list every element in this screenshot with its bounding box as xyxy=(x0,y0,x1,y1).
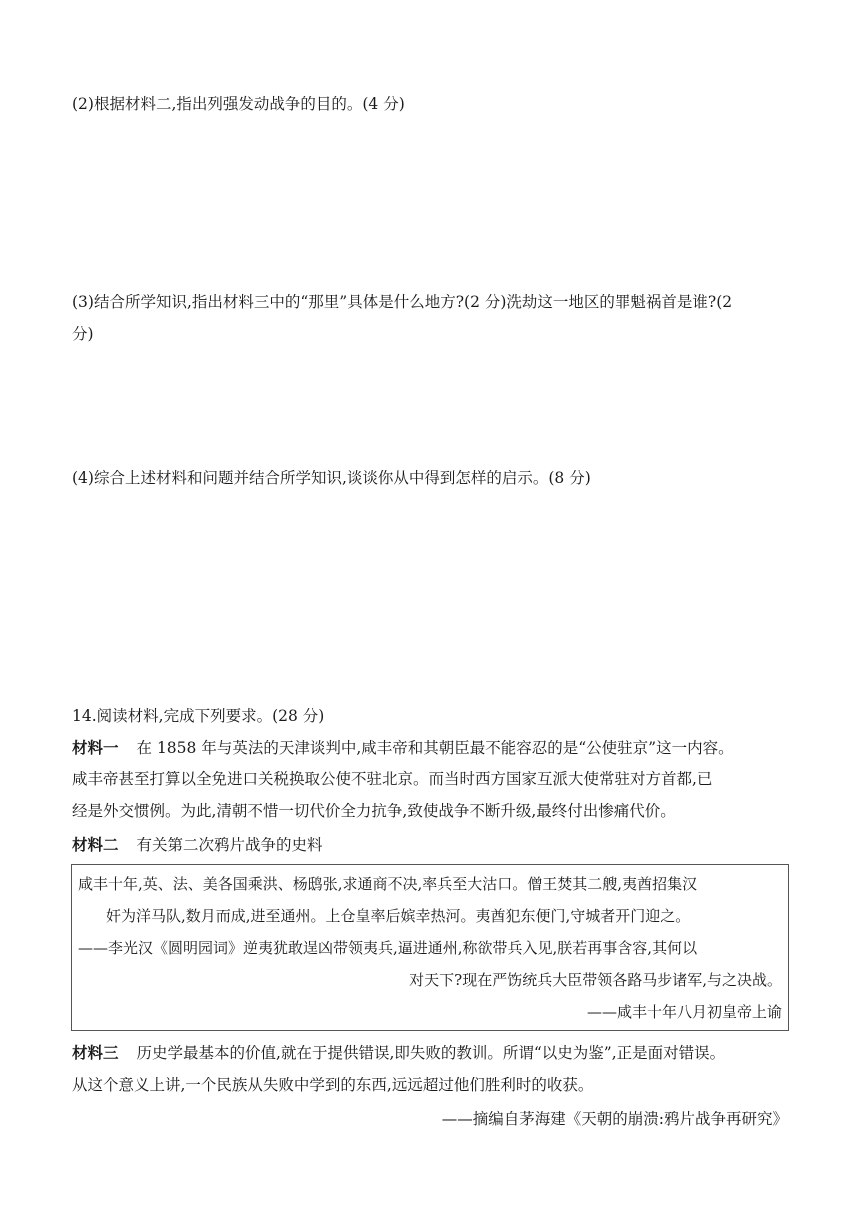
question-3-line1: (3)结合所学知识,指出材料三中的“那里”具体是什么地方?(2 分)洗劫这一地区的罪魁祸首是谁?(2 xyxy=(72,293,733,311)
material-1-line3: 经是外交惯例。为此,清朝不惜一切代价全力抗争,致使战争不断升级,最终付出惨痛代价。 xyxy=(72,802,676,820)
material-3-line2: 从这个意义上讲,一个民族从失败中学到的东西,远远超过他们胜利时的收获。 xyxy=(72,1076,594,1094)
material-2-heading xyxy=(72,830,788,860)
material-1-line1 xyxy=(72,733,788,763)
material-2-box-line1: 咸丰十年,英、法、美各国乘洪、杨鸱张,求通商不决,率兵至大沽口。僧王焚其二艘,夷酋招集汉 xyxy=(78,875,698,893)
material-1-label: 材料一 xyxy=(72,739,119,757)
question-2: (2)根据材料二,指出列强发动战争的目的。(4 分) xyxy=(72,95,405,113)
material-1-line2: 咸丰帝甚至打算以全免进口关税换取公使不驻北京。而当时西方国家互派大使常驻对方首都,已 xyxy=(72,770,713,788)
material-2-label: 材料二 xyxy=(72,836,119,854)
material-3-label: 材料三 xyxy=(72,1044,119,1062)
question-3-line2: 分) xyxy=(72,325,94,343)
material-2-box-line4: 对天下?现在严饬统兵大臣带领各路马步诸军,与之决战。 xyxy=(409,971,782,989)
material-1-text: 在 1858 年与英法的天津谈判中,咸丰帝和其朝臣最不能容忍的是“公使驻京”这一内容。 xyxy=(136,739,734,757)
material-2-source-box xyxy=(71,864,789,1031)
question-4: (4)综合上述材料和问题并结合所学知识,谈谈你从中得到怎样的启示。(8 分) xyxy=(72,469,591,487)
material-3-source: ——摘编自茅海建《天朝的崩溃:鸦片战争再研究》 xyxy=(441,1110,788,1128)
material-2-box-line2: 奸为洋马队,数月而成,进至通州。上仓皇率后嫔幸热河。夷酋犯东便门,守城者开门迎之。 xyxy=(106,907,691,925)
material-2-box-line3: ——李光汉《圆明园词》逆夷犹敢逞凶带领夷兵,逼进通州,称欲带兵入见,朕若再事含容,其何以 xyxy=(78,939,698,957)
question-14-title: 14.阅读材料,完成下列要求。(28 分) xyxy=(72,707,325,725)
material-3-text: 历史学最基本的价值,就在于提供错误,即失败的教训。所谓“以史为鉴”,正是面对错误。 xyxy=(136,1044,726,1062)
material-3-line1 xyxy=(72,1038,788,1068)
material-2-intro: 有关第二次鸦片战争的史料 xyxy=(136,836,323,854)
material-2-box-source: ——咸丰十年八月初皇帝上谕 xyxy=(586,1003,782,1021)
